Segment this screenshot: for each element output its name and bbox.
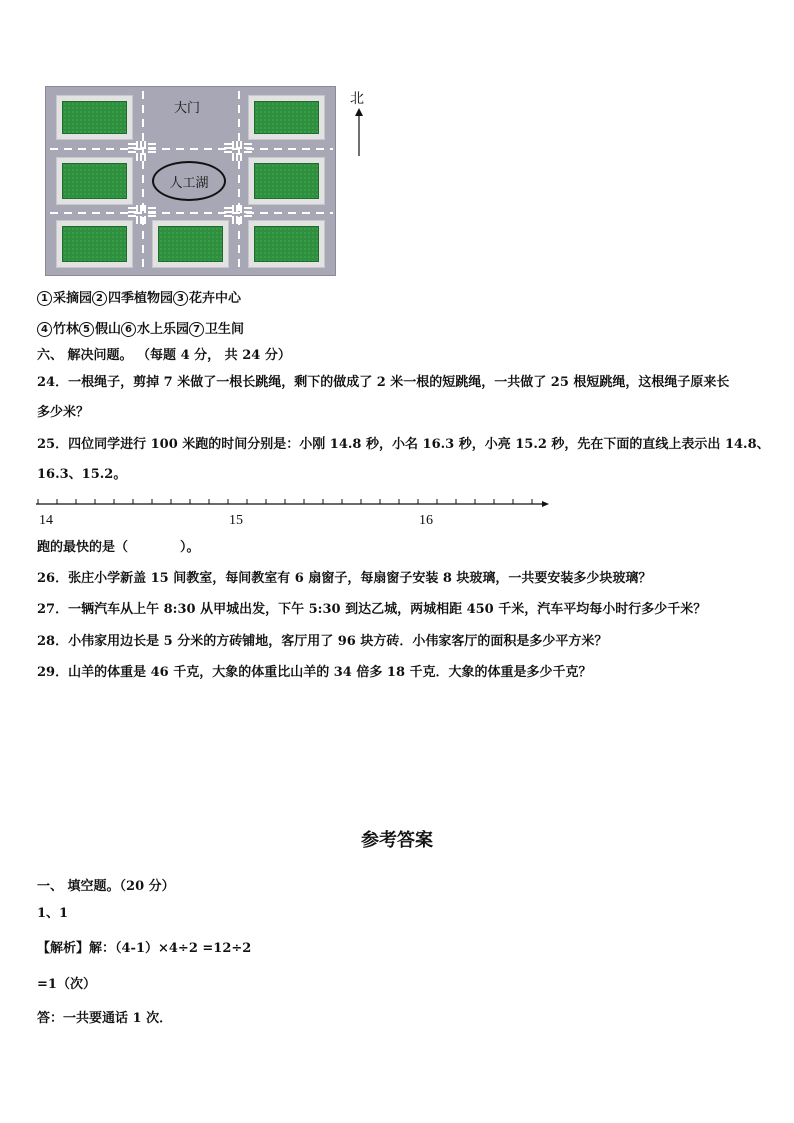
question-26: 26．张庄小学新盖 15 间教室，每间教室有 6 扇窗子，每扇窗子安装 8 块玻璃，一共要安装多少块玻璃？ (37, 571, 652, 586)
lake (152, 161, 226, 201)
crosswalk (148, 207, 156, 219)
plot-mid-left (56, 157, 133, 205)
question-25-answer: 跑的最快的是（ ）。 (37, 540, 200, 555)
plot-top-right (248, 95, 325, 140)
crosswalk (232, 205, 244, 213)
question-25: 25．四位同学进行 100 米跑的时间分别是：小刚 14.8 秒，小名 16.3 秒，小亮 15.2 秒，先在下面的直线上表示出 14.8、 (37, 437, 770, 452)
plot-mid-right (248, 157, 325, 205)
number-line-arrow-icon (542, 501, 549, 507)
crosswalk (148, 143, 156, 155)
north-arrow-icon (353, 108, 365, 158)
crosswalk (224, 207, 232, 219)
number-line-label: 15 (229, 513, 243, 528)
question-25-cont: 16.3、15.2。 (37, 467, 127, 482)
crosswalk (244, 207, 252, 219)
road-line (50, 148, 333, 150)
crosswalk (232, 153, 244, 161)
crosswalk (224, 143, 232, 155)
plot-top-left (56, 95, 133, 140)
crosswalk (232, 141, 244, 149)
crosswalk (136, 141, 148, 149)
legend-item: 2 四季植物园 (92, 291, 173, 306)
answer-step: =1（次） (37, 977, 96, 992)
answer-analysis: 【解析】解：（4-1）×4÷2 =12÷2 (37, 941, 252, 956)
crosswalk (128, 207, 136, 219)
question-28: 28．小伟家用边长是 5 分米的方砖铺地，客厅用了 96 块方砖．小伟家客厅的面积是多少平方米？ (37, 634, 608, 649)
answers-title: 参考答案 (361, 830, 433, 851)
number-line-label: 16 (419, 513, 433, 528)
legend-item: 5 假山 (79, 322, 121, 337)
north-label: 北 (350, 91, 364, 107)
road-line (238, 91, 240, 271)
crosswalk (136, 153, 148, 161)
question-27: 27．一辆汽车从上午 8:30 从甲城出发，下午 5:30 到达乙城，两城相距 450 千米，汽车平均每小时行多少千米？ (37, 602, 707, 617)
plot-bottom-center (152, 220, 229, 268)
legend-item: 7 卫生间 (189, 322, 244, 337)
answer-item-1: 1、1 (37, 906, 69, 921)
gate-label: 大门 (174, 101, 201, 116)
crosswalk (136, 216, 148, 224)
legend-line-2 (37, 321, 244, 339)
answers-section-1: 一、 填空题。（20 分） (37, 879, 175, 894)
lake-label: 人工湖 (169, 175, 209, 191)
legend-item: 1 采摘园 (37, 291, 92, 306)
question-24-cont: 多少米？ (37, 405, 90, 420)
crosswalk (136, 205, 148, 213)
plot-bottom-right (248, 220, 325, 268)
road-line (142, 91, 144, 271)
crosswalk (128, 143, 136, 155)
number-line (30, 494, 555, 534)
crosswalk (244, 143, 252, 155)
park-map (45, 86, 336, 276)
legend-item: 6 水上乐园 (121, 322, 189, 337)
crosswalk (232, 216, 244, 224)
plot-bottom-left (56, 220, 133, 268)
question-29: 29．山羊的体重是 46 千克，大象的体重比山羊的 34 倍多 18 千克．大象的体重是多少千克？ (37, 665, 592, 680)
answer-final: 答：一共要通话 1 次． (37, 1011, 173, 1026)
number-line-label: 14 (39, 513, 53, 528)
section-6-heading: 六、 解决问题。 （每题 4 分， 共 24 分） (37, 348, 291, 363)
road-line (50, 212, 333, 214)
legend-item: 3 花卉中心 (173, 291, 241, 306)
legend-line-1 (37, 290, 241, 308)
question-24: 24．一根绳子，剪掉 7 米做了一根长跳绳，剩下的做成了 2 米一根的短跳绳，一共做了 25 根短跳绳，这根绳子原来长 (37, 375, 730, 390)
legend-item: 4 竹林 (37, 322, 79, 337)
